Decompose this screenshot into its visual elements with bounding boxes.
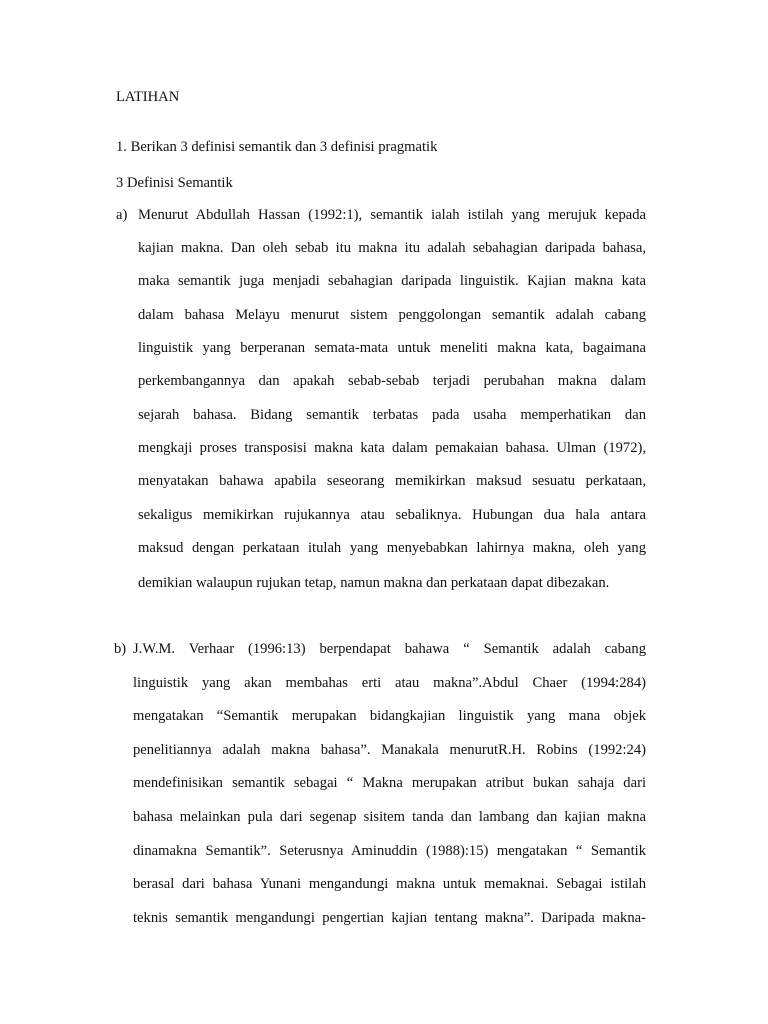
paragraph-line: linguistik yang berperanan semata-mata untuk meneliti makna kata, bagaimana <box>138 340 646 356</box>
paragraph-line: mengatakan “Semantik merupakan bidangkajian linguistik yang mana objek <box>133 708 646 724</box>
paragraph-line: perkembangannya dan apakah sebab-sebab terjadi perubahan makna dalam <box>138 373 646 389</box>
paragraph-line: mendefinisikan semantik sebagai “ Makna merupakan atribut bukan sahaja dari <box>133 775 646 791</box>
paragraph-line: maksud dengan perkataan itulah yang menyebabkan lahirnya makna, oleh yang <box>138 540 646 556</box>
question-1: 1. Berikan 3 definisi semantik dan 3 definisi pragmatik <box>116 139 438 155</box>
paragraph-line: mengkaji proses transposisi makna kata dalam pemakaian bahasa. Ulman (1972), <box>138 440 646 456</box>
paragraph-line: demikian walaupun rujukan tetap, namun makna dan perkataan dapat dibezakan. <box>138 575 610 591</box>
page-heading: LATIHAN <box>116 89 180 105</box>
list-marker-a: a) <box>116 207 128 223</box>
paragraph-line: penelitiannya adalah makna bahasa”. Manakala menurutR.H. Robins (1992:24) <box>133 742 646 758</box>
paragraph-line: berasal dari bahasa Yunani mengandungi makna untuk memaknai. Sebagai istilah <box>133 876 646 892</box>
paragraph-line: teknis semantik mengandungi pengertian kajian tentang makna”. Daripada makna- <box>133 910 646 926</box>
paragraph-line: menyatakan bahawa apabila seseorang memikirkan maksud sesuatu perkataan, <box>138 473 646 489</box>
paragraph-line: dalam bahasa Melayu menurut sistem penggolongan semantik adalah cabang <box>138 307 646 323</box>
paragraph-line: kajian makna. Dan oleh sebab itu makna itu adalah sebahagian daripada bahasa, <box>138 240 646 256</box>
paragraph-line: linguistik yang akan membahas erti atau makna”.Abdul Chaer (1994:284) <box>133 675 646 691</box>
paragraph-line: J.W.M. Verhaar (1996:13) berpendapat bahawa “ Semantik adalah cabang <box>133 641 646 657</box>
section-title: 3 Definisi Semantik <box>116 175 233 191</box>
paragraph-line: sekaligus memikirkan rujukannya atau sebaliknya. Hubungan dua hala antara <box>138 507 646 523</box>
list-marker-b: b) <box>114 641 127 657</box>
paragraph-line: dinamakna Semantik”. Seterusnya Aminuddin (1988):15) mengatakan “ Semantik <box>133 843 646 859</box>
paragraph-line: Menurut Abdullah Hassan (1992:1), semantik ialah istilah yang merujuk kepada <box>138 207 646 223</box>
paragraph-line: sejarah bahasa. Bidang semantik terbatas pada usaha memperhatikan dan <box>138 407 646 423</box>
paragraph-line: maka semantik juga menjadi sebahagian daripada linguistik. Kajian makna kata <box>138 273 646 289</box>
paragraph-line: bahasa melainkan pula dari segenap sisitem tanda dan lambang dan kajian makna <box>133 809 646 825</box>
